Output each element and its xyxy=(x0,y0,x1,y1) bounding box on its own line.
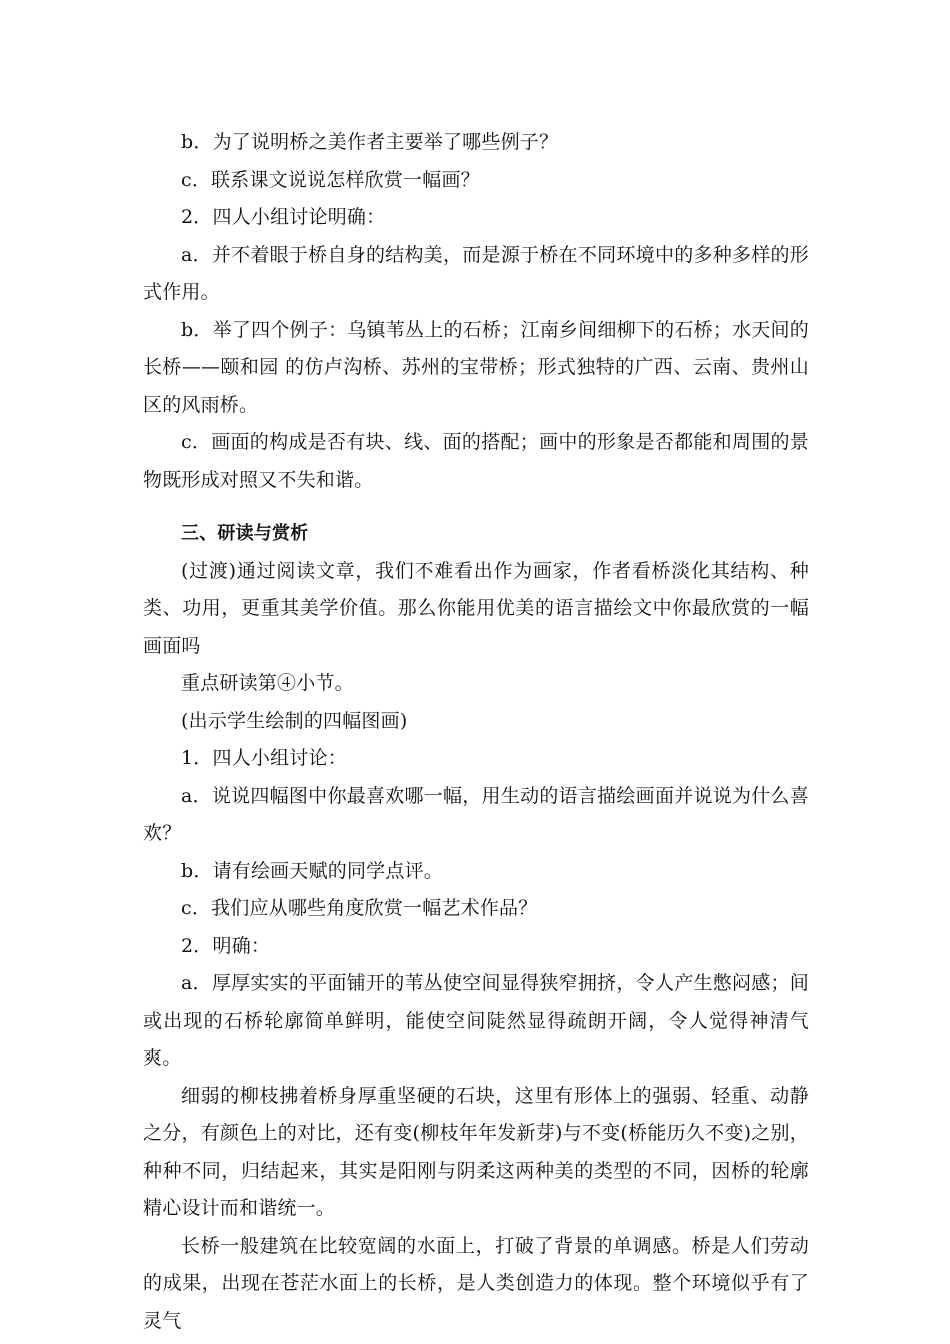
long-bridge-paragraph: 长桥一般建筑在比较宽阔的水面上，打破了背景的单调感。桥是人们劳动的成果，出现在苍茫水面上的长桥，是人类创造力的体现。整个环境似乎有了灵气 xyxy=(143,1234,809,1332)
question-c: c．联系课文说说怎样欣赏一幅画？ xyxy=(181,168,480,191)
document-body xyxy=(143,124,809,1340)
answer-a: a．并不着眼于桥自身的结构美，而是源于桥在不同环境中的多种多样的形式作用。 xyxy=(143,243,809,303)
answer-b: b．举了四个例子：乌镇苇丛上的石桥；江南乡间细柳下的石桥；水天间的长桥——颐和园 的仿卢沟桥、苏州的宝带桥；形式独特的广西、云南、贵州山区的风雨桥。 xyxy=(143,318,809,416)
focus-note: 重点研读第④小节。 xyxy=(181,672,354,694)
discussion-question-c: c．我们应从哪些角度欣赏一幅艺术作品？ xyxy=(181,897,538,919)
willow-paragraph: 细弱的柳枝拂着桥身厚重坚硬的石块，这里有形体上的强弱、轻重、动静之分，有颜色上的对比，还有变(柳枝年年发新芽)与不变(桥能历久不变)之别，种种不同，归结起来，其实是阳刚与阴柔这两种美的类型的不同，因桥的轮廓精心设计而和谐统一。 xyxy=(143,1084,809,1219)
discussion-question-b: b．请有绘画天赋的同学点评。 xyxy=(181,859,443,882)
section-gap xyxy=(143,499,809,515)
group-discussion-header: 1．四人小组讨论： xyxy=(181,747,347,769)
section-heading: 三、研读与赏析 xyxy=(181,523,309,544)
transition-paragraph: (过渡)通过阅读文章，我们不难看出作为画家，作者看桥淡化其结构、种类、功用，更重其美学价值。那么你能用优美的语言描绘文中你最欣赏的一幅画面吗 xyxy=(143,559,809,657)
answer-c: c．画面的构成是否有块、线、面的搭配；画中的形象是否都能和周围的景物既形成对照又不失和谐。 xyxy=(143,431,809,491)
show-drawings-note: (出示学生绘制的四幅图画) xyxy=(181,709,408,732)
clarification-a: a．厚厚实实的平面铺开的苇丛使空间显得狭窄拥挤，令人产生憋闷感；间或出现的石桥轮廓简单鲜明，能使空间陡然显得疏朗开阔，令人觉得神清气爽。 xyxy=(143,972,809,1069)
discussion-question-a: a．说说四幅图中你最喜欢哪一幅，用生动的语言描绘画面并说说为什么喜欢？ xyxy=(143,784,809,844)
clarification-header: 2．明确： xyxy=(181,934,271,957)
question-b: b．为了说明桥之美作者主要举了哪些例子？ xyxy=(181,131,559,153)
discussion-header: 2．四人小组讨论明确： xyxy=(181,206,386,228)
